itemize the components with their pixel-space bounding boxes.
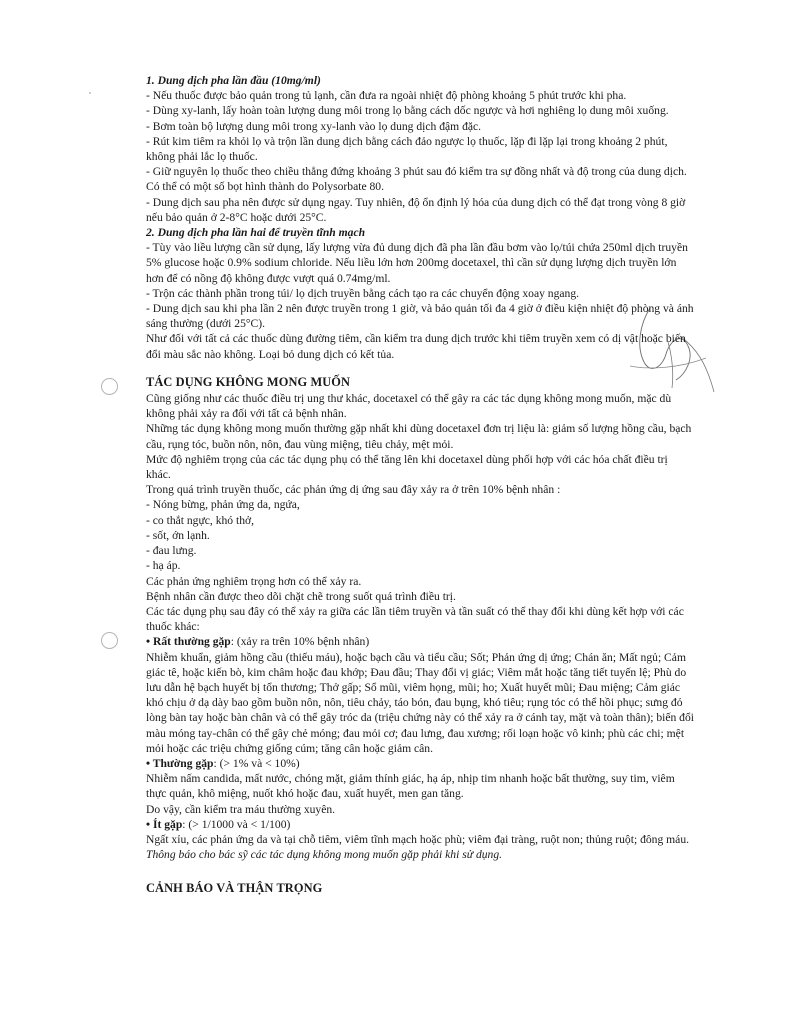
- side-effects-line: - Nóng bừng, phản ứng da, ngứa,: [146, 498, 300, 512]
- closing-note: Thông báo cho bác sỹ các tác dụng không mong muốn gặp phải khi sử dụng.: [146, 848, 503, 862]
- side-effects-line: Những tác dụng không mong muốn thường gặp nhất khi dùng docetaxel đơn trị liệu là: giảm số lượng hồng cầu, bạch cầu, rụng tóc, buồn nôn, nôn, đau vùng miệng, tiêu chảy, mệt mỏi.: [146, 422, 692, 451]
- side-effects-heading: TÁC DỤNG KHÔNG MONG MUỐN: [146, 374, 351, 389]
- side-effects-line: - co thắt ngực, khó thở,: [146, 513, 255, 527]
- side-effects-line: Các tác dụng phụ sau đây có thể xảy ra giữa các lần tiêm truyền và tần suất có thể thay đổi khi dùng kết hợp với các thuốc khác:: [146, 604, 684, 634]
- uncommon-range: : (> 1/1000 và < 1/100): [182, 817, 291, 831]
- uncommon-header: [146, 817, 694, 832]
- very-common-range: : (xảy ra trên 10% bệnh nhân): [230, 635, 370, 649]
- uncommon-label: • Ít gặp: [146, 817, 183, 831]
- section2-line: - Trộn các thành phần trong túi/ lọ dịch truyền bằng cách tạo ra các chuyển động xoay ngang.: [146, 286, 580, 300]
- section1-line: - Dung dịch sau pha nên được sử dụng ngay. Tuy nhiên, độ ổn định lý hóa của dung dịch có thể đạt trong vòng 8 giờ nếu bảo quản ở 2-8°C hoặc dưới 25°C.: [146, 195, 686, 224]
- very-common-header: [146, 634, 694, 649]
- side-effects-line: Bệnh nhân cần được theo dõi chặt chẽ trong suốt quá trình điều trị.: [146, 589, 456, 603]
- section1-line: - Rút kim tiêm ra khỏi lọ và trộn lần dung dịch bằng cách đảo ngược lọ thuốc, lặp đi lặp lại trong khoảng 2 phút, không phải lắc lọ thuốc.: [146, 134, 668, 164]
- common-label: • Thường gặp: [146, 756, 214, 770]
- warnings-heading: CẢNH BÁO VÀ THẬN TRỌNG: [146, 881, 323, 896]
- scan-speck: [89, 92, 91, 94]
- section1-line: - Giữ nguyên lọ thuốc theo chiều thẳng đứng khoảng 3 phút sau đó kiểm tra sự đồng nhất và độ trong của dung dịch. Có thể có một số bọt hình thành do Polysorbate 80.: [146, 165, 687, 194]
- side-effects-line: Các phản ứng nghiêm trọng hơn có thể xảy ra.: [146, 574, 362, 588]
- section2-line: - Tùy vào liều lượng cần sử dụng, lấy lượng vừa đủ dung dịch đã pha lần đầu bơm vào lọ/túi chứa 250ml dịch truyền 5% glucose hoặc 0.9% sodium chloride. Nếu liều lớn hơn 200mg docetaxel, thì cần sử dụng lượng dịch truyền lớn hơn để có nồng độ không được vượt quá 0.74mg/ml.: [146, 241, 688, 285]
- side-effects-line: - hạ áp.: [146, 559, 181, 573]
- section2-line: Như đối với tất cả các thuốc dùng đường tiêm, cần kiểm tra dung dịch trước khi tiêm truyền xem có dị vật hoặc biến đổi màu sắc nào không. Loại bỏ dung dịch có kết tủa.: [146, 332, 686, 361]
- section1-line: - Nếu thuốc được bảo quản trong tủ lạnh, cần đưa ra ngoài nhiệt độ phòng khoảng 5 phút trước khi pha.: [146, 89, 627, 103]
- section2-line: - Dung dịch sau khi pha lần 2 nên được truyền trong 1 giờ, và bảo quản tối đa 4 giờ ở điều kiện nhiệt độ phòng và ánh sáng thường (dưới 25°C).: [146, 302, 694, 331]
- very-common-label: • Rất thường gặp: [146, 635, 231, 649]
- document-body: [146, 73, 694, 898]
- side-effects-line: - sốt, ớn lạnh.: [146, 528, 210, 542]
- uncommon-text: Ngất xỉu, các phản ứng da và tại chỗ tiêm, viêm tĩnh mạch hoặc phù; viêm đại tràng, ruột non; thủng ruột; đông máu.: [146, 832, 690, 846]
- side-effects-line: Trong quá trình truyền thuốc, các phản ứng dị ứng sau đây xảy ra ở trên 10% bệnh nhân :: [146, 483, 561, 497]
- punch-hole-bottom: [101, 632, 118, 649]
- common-text: Nhiễm nấm candida, mất nước, chóng mặt, giảm thính giác, hạ áp, nhịp tim nhanh hoặc bất thường, suy tim, viêm thực quản, khô miệng, nuốt khó hoặc đau, xuất huyết, men gan tăng.: [146, 772, 675, 801]
- side-effects-line: Cũng giống như các thuốc điều trị ung thư khác, docetaxel có thể gây ra các tác dụng không mong muốn, mặc dù không phải xảy ra đối với tất cả bệnh nhân.: [146, 392, 672, 421]
- punch-hole-top: [101, 378, 118, 395]
- side-effects-line: Mức độ nghiêm trọng của các tác dụng phụ có thể tăng lên khi docetaxel dùng phối hợp với các hóa chất điều trị khác.: [146, 452, 668, 482]
- section1-heading: 1. Dung dịch pha lần đầu (10mg/ml): [146, 74, 321, 87]
- very-common-text: Nhiễm khuẩn, giảm hồng cầu (thiếu máu), hoặc bạch cầu và tiểu cầu; Sốt; Phản ứng dị ứng; Chán ăn; Mất ngủ; Cảm giác tê, hoặc kiến bò, kim châm hoặc đau khớp; Đau đầu; Thay đổi vị giác; Viêm mắt hoặc tăng tiết tuyến lệ; Phù do lưu dẫn hệ bạch huyết bị tổn thương; Thở gấp; Sổ mũi, viêm họng, mũi; ho; Xuất huyết mũi; Đau miệng; Cảm giác khó chịu ở dạ dày bao gồm buồn nôn, nôn, tiêu chảy, táo bón, đau bụng, khó tiêu; rụng tóc có thể hồi phục; sưng đỏ lòng bàn tay hoặc bàn chân và có thể gây tróc da (triệu chứng này có thể xảy ra ở cánh tay, mặt và toàn thân); biến đổi màu móng tay-chân có thể gây chẻ móng; đau mỏi cơ; đau lưng, đau xương; rối loạn hoặc vô kinh; phù các chi; mệt mỏi hoặc các triệu chứng giống cúm; tăng cân hoặc giảm cân.: [146, 650, 694, 755]
- section1-line: - Dùng xy-lanh, lấy hoàn toàn lượng dung môi trong lọ bằng cách dốc ngược và hơi nghiêng lọ dung môi xuống.: [146, 104, 669, 118]
- common-range: : (> 1% và < 10%): [213, 756, 300, 770]
- section2-heading: 2. Dung dịch pha lần hai để truyền tĩnh mạch: [146, 226, 366, 240]
- side-effects-line: - đau lưng.: [146, 544, 197, 558]
- common-header: [146, 756, 694, 771]
- common-note: Do vậy, cần kiểm tra máu thường xuyên.: [146, 802, 336, 816]
- section1-line: - Bơm toàn bộ lượng dung môi trong xy-lanh vào lọ dung dịch đậm đặc.: [146, 119, 482, 133]
